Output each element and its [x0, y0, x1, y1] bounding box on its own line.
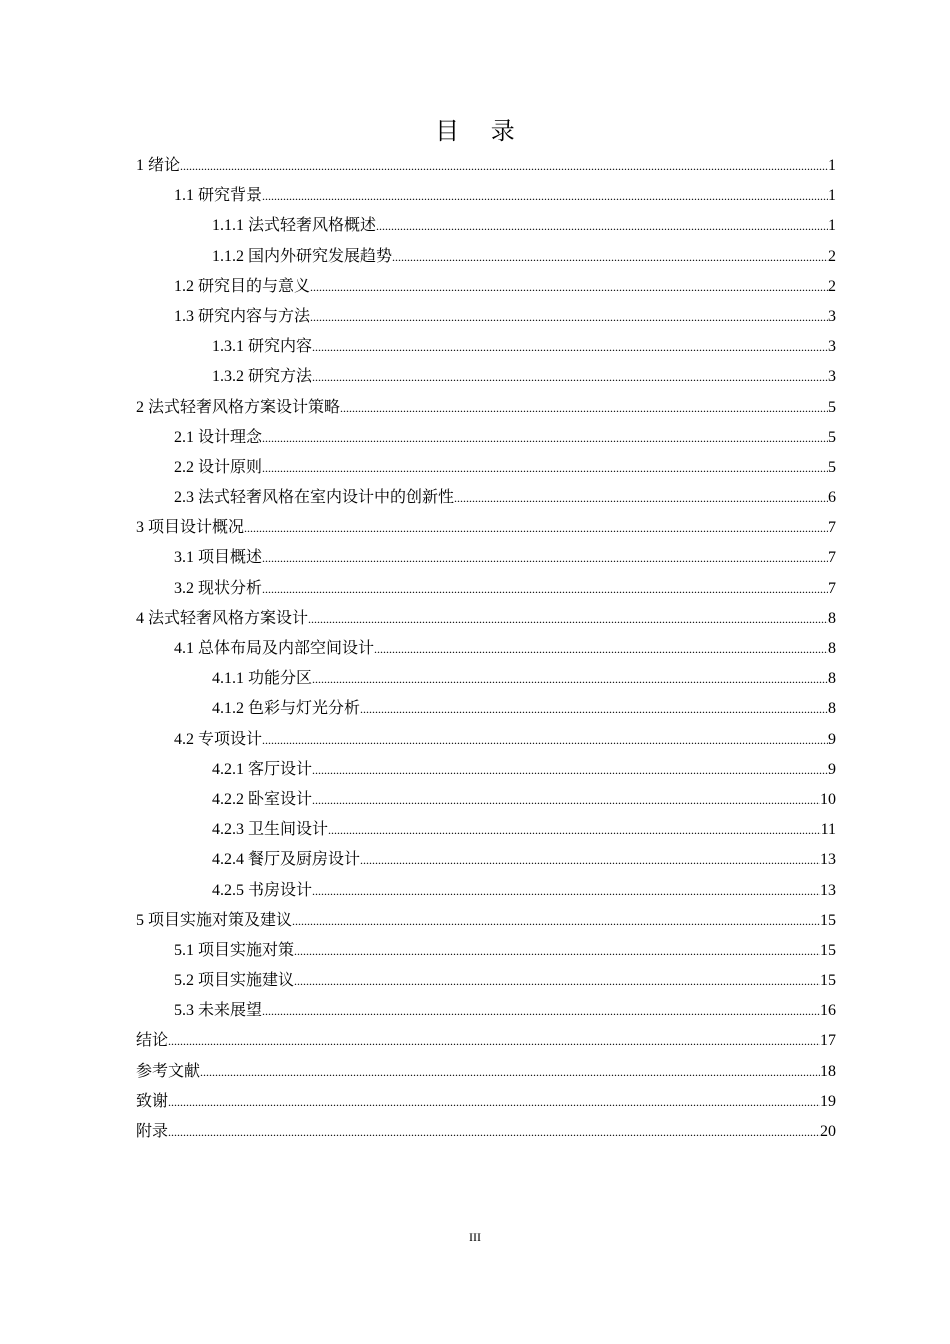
toc-dot-leader	[180, 151, 828, 181]
toc-dot-leader	[360, 694, 828, 724]
toc-entry[interactable]	[136, 151, 836, 181]
toc-entry[interactable]	[136, 574, 836, 604]
toc-entry-page-number: 13	[820, 851, 836, 869]
toc-dot-leader	[310, 272, 828, 302]
toc-entry[interactable]	[136, 423, 836, 453]
toc-entry-label: 2.2 设计原则	[174, 458, 263, 476]
toc-entry[interactable]	[136, 1026, 836, 1056]
toc-dot-leader	[312, 785, 820, 815]
toc-entry-label: 3 项目设计概况	[136, 519, 245, 537]
toc-entry[interactable]	[136, 513, 836, 543]
toc-entry-page-number: 7	[828, 549, 836, 567]
toc-entry[interactable]	[136, 906, 836, 936]
toc-entry-label: 5 项目实施对策及建议	[136, 911, 293, 929]
toc-entry-page-number: 13	[820, 881, 836, 899]
toc-entry-label: 1.3.2 研究方法	[212, 368, 313, 386]
toc-entry-label: 4.2.5 书房设计	[212, 881, 313, 899]
toc-entry[interactable]	[136, 1117, 836, 1147]
toc-entry[interactable]	[136, 936, 836, 966]
toc-entry-page-number: 11	[820, 821, 836, 839]
toc-entry-label: 1.2 研究目的与意义	[174, 277, 311, 295]
toc-dot-leader	[262, 996, 820, 1026]
toc-entry-page-number: 17	[820, 1032, 836, 1050]
toc-entry-label: 1.1.2 国内外研究发展趋势	[212, 247, 393, 265]
toc-entry-page-number: 16	[820, 1002, 836, 1020]
toc-entry[interactable]	[136, 815, 836, 845]
toc-entry[interactable]	[136, 876, 836, 906]
toc-entry-label: 4.1.1 功能分区	[212, 670, 313, 688]
toc-entry-label: 3.2 现状分析	[174, 579, 263, 597]
toc-entry-page-number: 5	[828, 398, 836, 416]
toc-entry-page-number: 5	[828, 428, 836, 446]
toc-entry-page-number: 3	[828, 368, 836, 386]
toc-entry-page-number: 3	[828, 307, 836, 325]
table-of-contents	[136, 151, 836, 1147]
toc-entry[interactable]	[136, 785, 836, 815]
toc-dot-leader	[294, 936, 820, 966]
toc-dot-leader	[262, 181, 828, 211]
toc-entry-label: 2 法式轻奢风格方案设计策略	[136, 398, 341, 416]
toc-dot-leader	[244, 513, 828, 543]
page-number-footer: III	[469, 1230, 481, 1244]
toc-entry-label: 5.1 项目实施对策	[174, 941, 295, 959]
toc-entry-page-number: 18	[820, 1062, 836, 1080]
toc-dot-leader	[328, 815, 821, 845]
toc-dot-leader	[340, 393, 828, 423]
toc-dot-leader	[360, 845, 820, 875]
toc-entry-page-number: 9	[828, 730, 836, 748]
toc-entry-label: 致谢	[136, 1092, 169, 1110]
toc-entry-label: 4.2.2 卧室设计	[212, 790, 313, 808]
toc-dot-leader	[262, 574, 828, 604]
toc-entry-page-number: 1	[828, 157, 836, 174]
toc-entry[interactable]	[136, 634, 836, 664]
toc-dot-leader	[168, 1117, 820, 1147]
toc-dot-leader	[312, 332, 828, 362]
toc-entry-page-number: 15	[820, 972, 836, 990]
toc-dot-leader	[310, 302, 828, 332]
toc-entry-label: 2.1 设计理念	[174, 428, 263, 446]
toc-dot-leader	[262, 725, 828, 755]
toc-entry-page-number: 2	[828, 277, 836, 295]
toc-dot-leader	[392, 242, 828, 272]
toc-entry-label: 4.2.1 客厅设计	[212, 760, 313, 778]
toc-dot-leader	[312, 755, 828, 785]
toc-dot-leader	[294, 966, 820, 996]
toc-entry-label: 1.1 研究背景	[174, 187, 263, 205]
toc-entry[interactable]	[136, 181, 836, 211]
toc-entry-label: 结论	[136, 1032, 169, 1050]
toc-entry-label: 2.3 法式轻奢风格在室内设计中的创新性	[174, 489, 455, 507]
toc-entry-label: 参考文献	[136, 1062, 201, 1080]
toc-entry-label: 4 法式轻奢风格方案设计	[136, 609, 309, 627]
toc-entry-page-number: 1	[828, 187, 836, 205]
toc-entry-page-number: 2	[828, 247, 836, 265]
toc-entry[interactable]	[136, 1087, 836, 1117]
toc-dot-leader	[262, 453, 828, 483]
toc-entry[interactable]	[136, 483, 836, 513]
toc-dot-leader	[312, 876, 820, 906]
toc-entry-page-number: 6	[828, 489, 836, 507]
toc-dot-leader	[168, 1087, 820, 1117]
toc-dot-leader	[312, 664, 828, 694]
toc-entry[interactable]	[136, 996, 836, 1026]
toc-dot-leader	[376, 211, 828, 241]
toc-entry[interactable]	[136, 664, 836, 694]
toc-entry-page-number: 8	[828, 609, 836, 627]
toc-entry-page-number: 8	[828, 670, 836, 688]
toc-entry-page-number: 7	[828, 579, 836, 597]
toc-entry[interactable]	[136, 453, 836, 483]
toc-entry[interactable]	[136, 725, 836, 755]
toc-dot-leader	[292, 906, 820, 936]
toc-dot-leader	[312, 362, 828, 392]
toc-entry[interactable]	[136, 272, 836, 302]
toc-entry-label: 4.2 专项设计	[174, 730, 263, 748]
toc-entry[interactable]	[136, 393, 836, 423]
toc-entry[interactable]	[136, 1057, 836, 1087]
toc-entry-page-number: 20	[820, 1123, 836, 1140]
toc-entry-page-number: 8	[828, 640, 836, 657]
toc-entry-label: 4.1.2 色彩与灯光分析	[212, 700, 361, 718]
toc-entry[interactable]	[136, 362, 836, 392]
toc-entry-page-number: 8	[828, 700, 836, 718]
toc-entry-page-number: 15	[820, 911, 836, 929]
toc-entry[interactable]	[136, 242, 836, 272]
toc-entry-label: 1.3.1 研究内容	[212, 338, 313, 356]
toc-entry-label: 4.1 总体布局及内部空间设计	[174, 640, 375, 657]
toc-entry[interactable]	[136, 845, 836, 875]
toc-dot-leader	[262, 543, 828, 573]
toc-entry-page-number: 7	[828, 519, 836, 537]
toc-entry[interactable]	[136, 302, 836, 332]
toc-entry-page-number: 15	[820, 941, 836, 959]
toc-entry-page-number: 19	[820, 1092, 836, 1110]
toc-entry-label: 1.1.1 法式轻奢风格概述	[212, 217, 377, 235]
toc-dot-leader	[374, 634, 828, 664]
toc-entry-page-number: 10	[820, 790, 836, 808]
toc-dot-leader	[308, 604, 828, 634]
toc-entry-label: 3.1 项目概述	[174, 549, 263, 567]
toc-title: 目 录	[435, 117, 527, 145]
toc-entry[interactable]	[136, 694, 836, 724]
toc-entry-page-number: 1	[828, 217, 836, 235]
toc-entry[interactable]	[136, 332, 836, 362]
toc-entry-page-number: 3	[828, 338, 836, 356]
toc-entry[interactable]	[136, 755, 836, 785]
toc-entry-label: 附录	[136, 1123, 169, 1140]
toc-entry-label: 4.2.3 卫生间设计	[212, 821, 329, 839]
toc-entry-label: 5.2 项目实施建议	[174, 972, 295, 990]
toc-entry-label: 5.3 未来展望	[174, 1002, 263, 1020]
toc-dot-leader	[168, 1026, 820, 1056]
toc-entry-label: 1 绪论	[136, 157, 181, 174]
toc-dot-leader	[454, 483, 828, 513]
toc-dot-leader	[262, 423, 828, 453]
toc-entry[interactable]	[136, 211, 836, 241]
toc-entry-label: 1.3 研究内容与方法	[174, 307, 311, 325]
toc-entry[interactable]	[136, 604, 836, 634]
toc-entry-label: 4.2.4 餐厅及厨房设计	[212, 851, 361, 869]
toc-dot-leader	[200, 1057, 820, 1087]
toc-entry[interactable]	[136, 543, 836, 573]
toc-entry-page-number: 9	[828, 760, 836, 778]
toc-entry-page-number: 5	[828, 458, 836, 476]
toc-entry[interactable]	[136, 966, 836, 996]
